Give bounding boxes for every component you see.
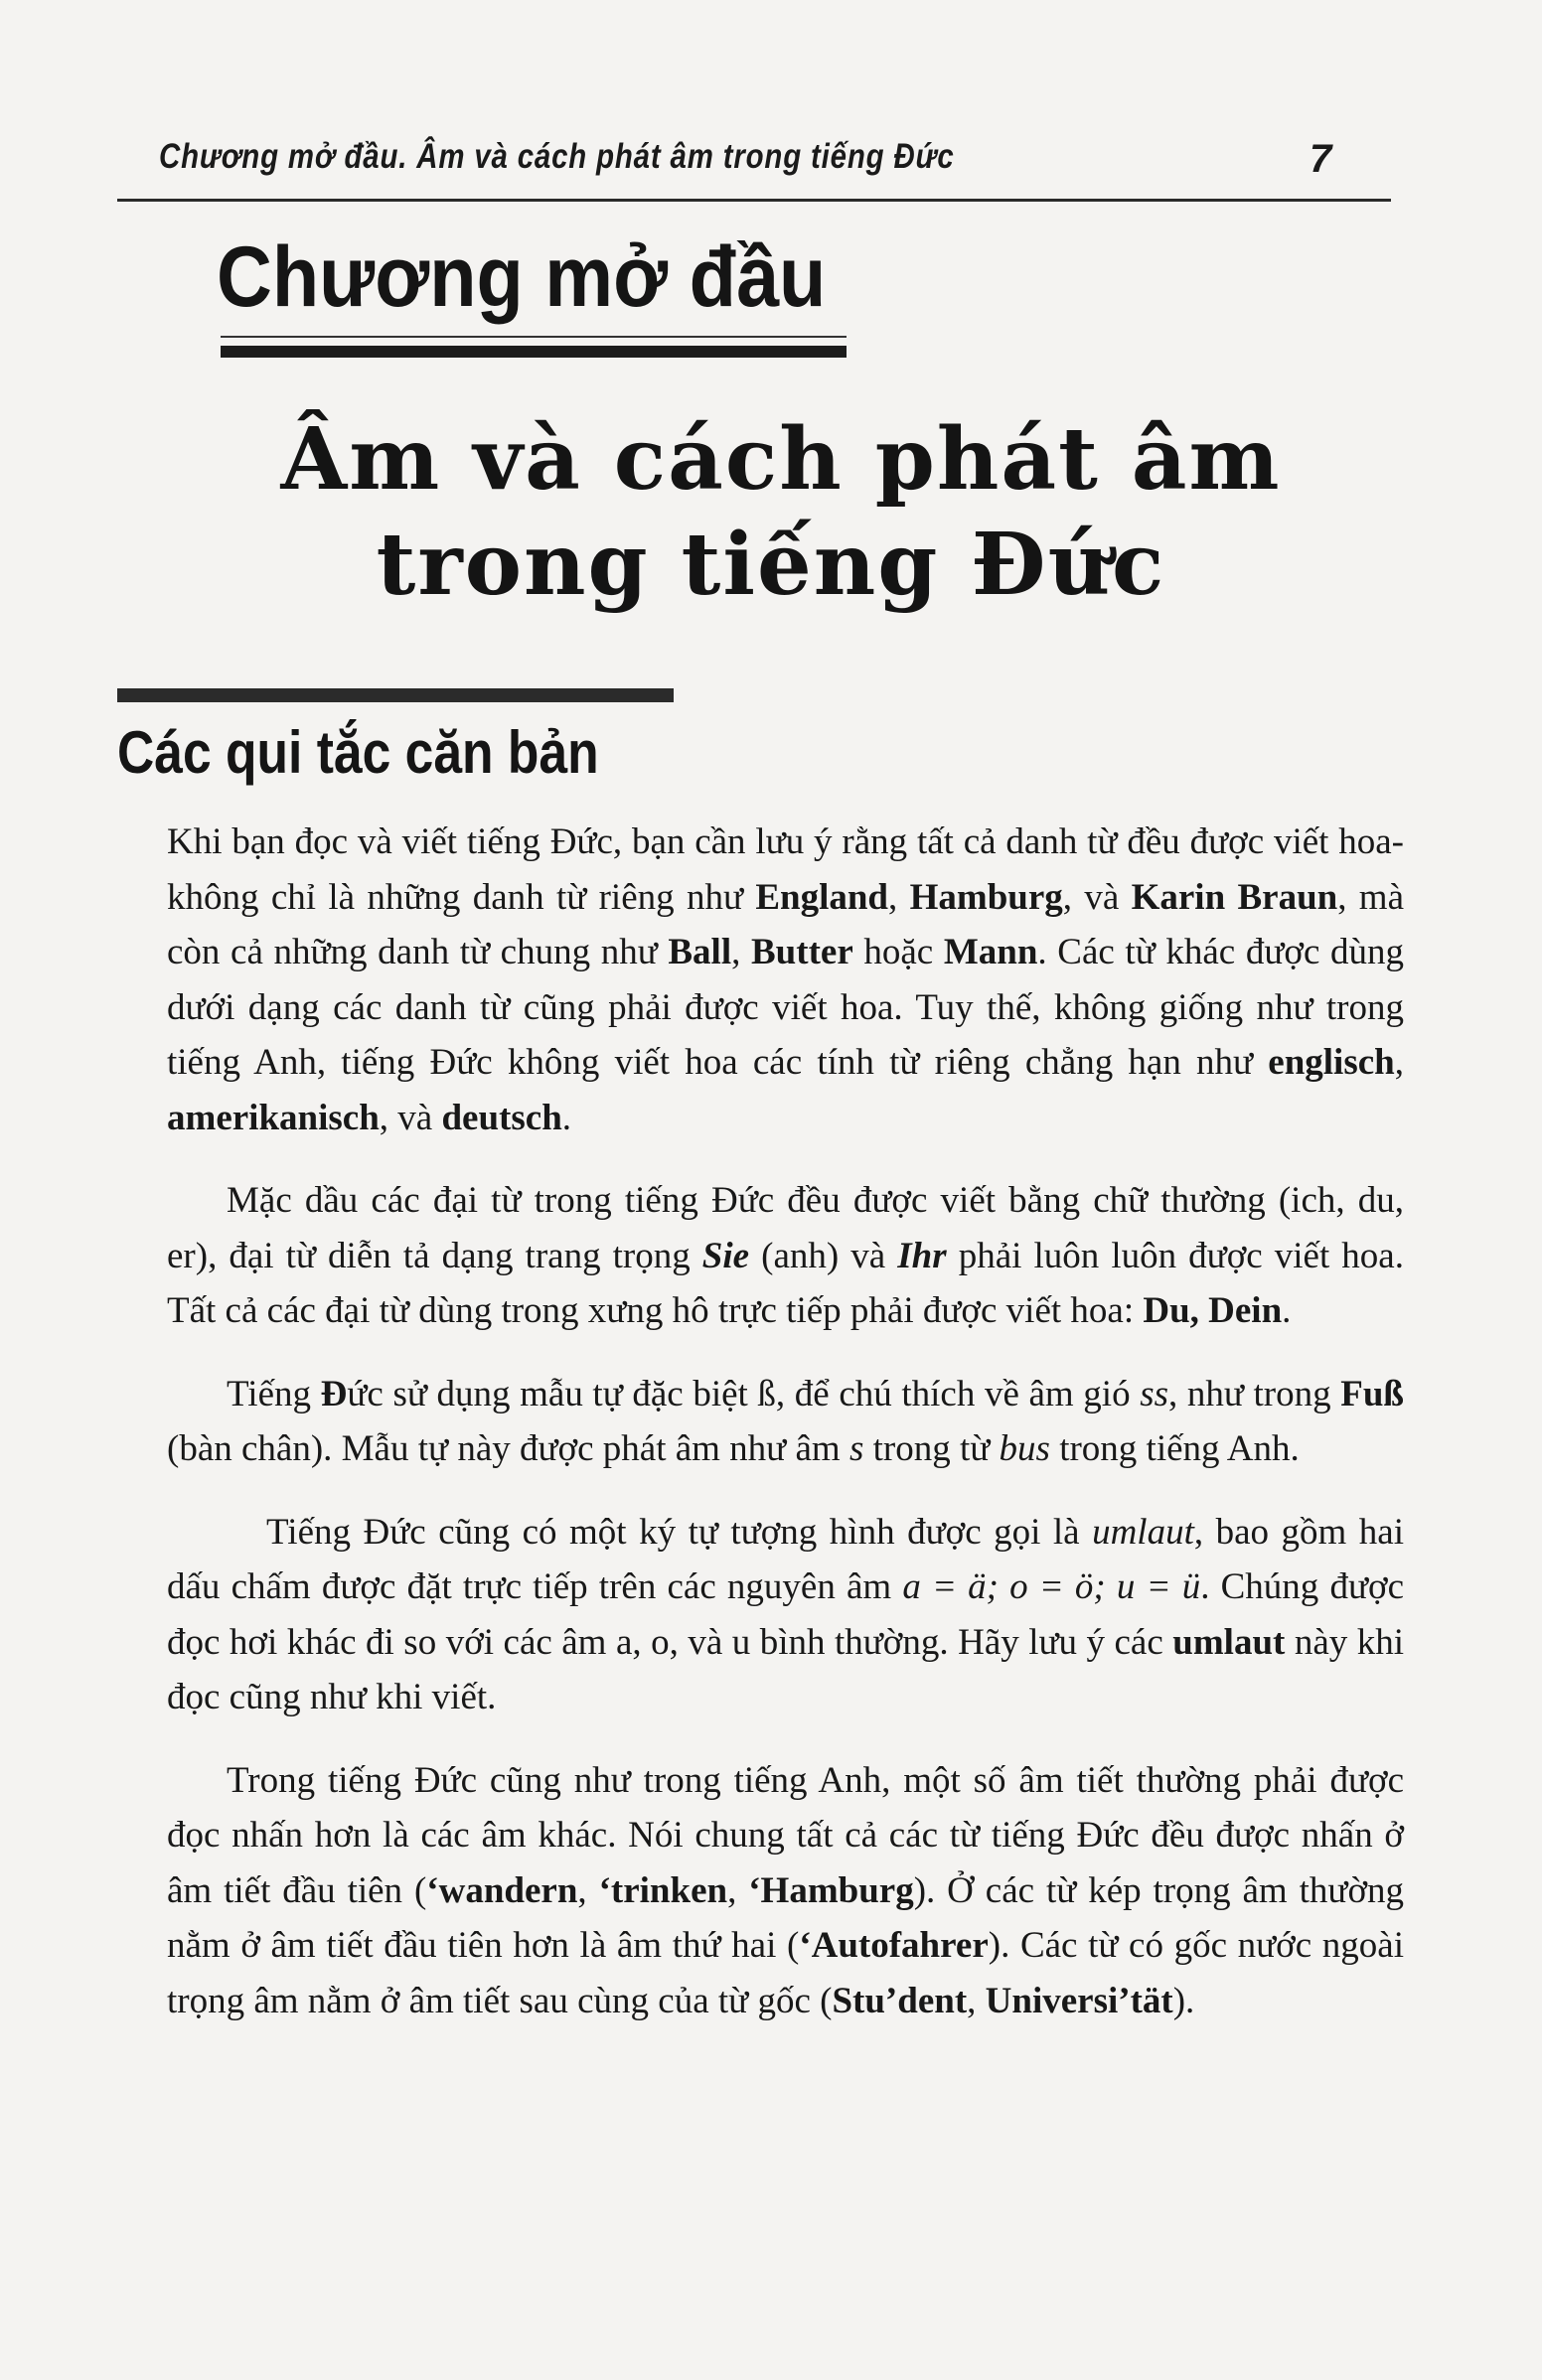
paragraph-1 <box>167 815 1404 1145</box>
section-title: Các qui tắc căn bản <box>117 719 599 786</box>
bold-italic-term: Ihr <box>897 1235 947 1276</box>
bold-term: Universi’tät <box>985 1980 1173 2021</box>
bold-term: ‘trinken <box>598 1869 728 1911</box>
text-run: , bao gồm hai dấu chấm được đặt trực tiếp trên các nguyên âm <box>167 1511 1404 1607</box>
italic-term: umlaut <box>1092 1511 1194 1553</box>
text-run: , <box>888 876 910 918</box>
bold-term: Đ <box>320 1373 348 1414</box>
text-run: Tiếng <box>227 1373 321 1414</box>
text-run: Mặc dầu các đại từ trong tiếng Đức đều được viết bằng chữ thường (ich, du, er), đại từ diễn tả dạng trang trọng <box>167 1180 1404 1276</box>
bold-term: englisch <box>1268 1042 1395 1083</box>
text-run: hoặc <box>852 932 944 972</box>
text-run: (anh) và <box>749 1235 898 1276</box>
text-run: . <box>1282 1290 1292 1331</box>
italic-term: s <box>848 1428 864 1469</box>
bold-term: umlaut <box>1172 1621 1286 1663</box>
text-run: (bàn chân). Mẫu tự này được phát âm như âm <box>167 1428 849 1469</box>
paragraph-4 <box>167 1505 1404 1725</box>
text-run: ). Ở các từ kép trọng âm thường nằm ở âm tiết đầu tiên hơn là âm thứ hai ( <box>167 1869 1405 1966</box>
chapter-rule-thick <box>221 346 847 358</box>
header-rule <box>117 199 1391 202</box>
text-run: Trong tiếng Đức cũng như trong tiếng Anh, một số âm tiết thường phải được đọc nhấn hơn là các âm khác. Nói chung tất cả các từ tiếng Đức đều được nhấn ở âm tiết đầu tiên ( <box>167 1759 1404 1911</box>
bold-term: Karin Braun <box>1131 876 1338 918</box>
paragraph-2 <box>167 1173 1404 1339</box>
bold-term: deutsch <box>441 1097 562 1138</box>
bold-term: Butter <box>751 932 853 972</box>
text-run: Khi bạn đọc và viết tiếng Đức, bạn cần lưu ý rằng tất cả danh từ đều được viết hoa-không chỉ là những danh từ riêng như <box>167 821 1404 918</box>
text-run: ức sử dụng mẫu tự đặc biệt ß, để chú thích về âm gió <box>347 1373 1141 1414</box>
text-run: Tiếng Đức cũng có một ký tự tượng hình được gọi là <box>266 1511 1093 1553</box>
text-run: , <box>731 932 751 972</box>
text-run: . Chúng được đọc hơi khác đi so với các âm a, o, và u bình thường. Hãy lưu ý các <box>167 1566 1404 1663</box>
chapter-rule-thin <box>221 336 847 338</box>
bold-term: Du, Dein <box>1143 1290 1283 1331</box>
bold-term: Ball <box>668 932 732 972</box>
text-run: ). Các từ có gốc nước ngoài trọng âm nằm ở âm tiết sau cùng của từ gốc ( <box>167 1925 1404 2021</box>
text-run: . Các từ khác được dùng dưới dạng các danh từ cũng phải được viết hoa. Tuy thế, không giống như trong tiếng Anh, tiếng Đức không viết hoa các tính từ riêng chẳng hạn như <box>167 932 1404 1083</box>
paragraph-5 <box>167 1753 1404 2029</box>
text-run: , như trong <box>1168 1373 1341 1414</box>
text-run: ). <box>1172 1980 1195 2021</box>
section-rule <box>117 688 674 702</box>
bold-italic-term: Sie <box>701 1235 750 1276</box>
text-run: trong tiếng Anh. <box>1049 1428 1300 1469</box>
bold-term: Mann <box>943 932 1038 972</box>
bold-term: England <box>755 876 889 918</box>
italic-term: a = ä; o = ö; u = ü <box>902 1566 1201 1607</box>
bold-term: ‘wandern <box>426 1869 578 1911</box>
paragraph-3 <box>167 1367 1404 1477</box>
text-run: , <box>1394 1042 1404 1083</box>
text-run: , <box>577 1869 599 1911</box>
body-text <box>167 815 1404 2056</box>
text-run: trong từ <box>863 1428 1000 1469</box>
text-run: , và <box>379 1097 442 1138</box>
text-run: phải luôn luôn được viết hoa. Tất cả các đại từ dùng trong xưng hô trực tiếp phải được viết hoa: <box>167 1235 1404 1331</box>
text-run: , và <box>1062 876 1132 918</box>
italic-term: bus <box>999 1428 1050 1469</box>
bold-term: ‘Autofahrer <box>799 1925 989 1966</box>
page-number: 7 <box>1310 137 1332 181</box>
chapter-label: Chương mở đầu <box>217 229 827 325</box>
bold-term: Stu’dent <box>832 1980 968 2021</box>
italic-term: ss <box>1140 1373 1168 1414</box>
chapter-title-line-2: trong tiếng Đức <box>376 515 1166 615</box>
text-run: , mà còn cả những danh từ chung như <box>167 876 1405 972</box>
bold-term: Fuß <box>1340 1373 1405 1414</box>
bold-term: Hamburg <box>909 876 1063 918</box>
text-run: này khi đọc cũng như khi viết. <box>167 1621 1405 1717</box>
text-run: , <box>967 1980 986 2021</box>
running-header-title: Chương mở đầu. Âm và cách phát âm trong tiếng Đức <box>159 137 955 176</box>
text-run: . <box>561 1097 572 1138</box>
bold-term: amerikanisch <box>167 1097 380 1138</box>
text-run: , <box>727 1869 749 1911</box>
bold-term: ‘Hamburg <box>748 1869 914 1911</box>
chapter-title-line-1: Âm và cách phát âm <box>280 409 1282 510</box>
